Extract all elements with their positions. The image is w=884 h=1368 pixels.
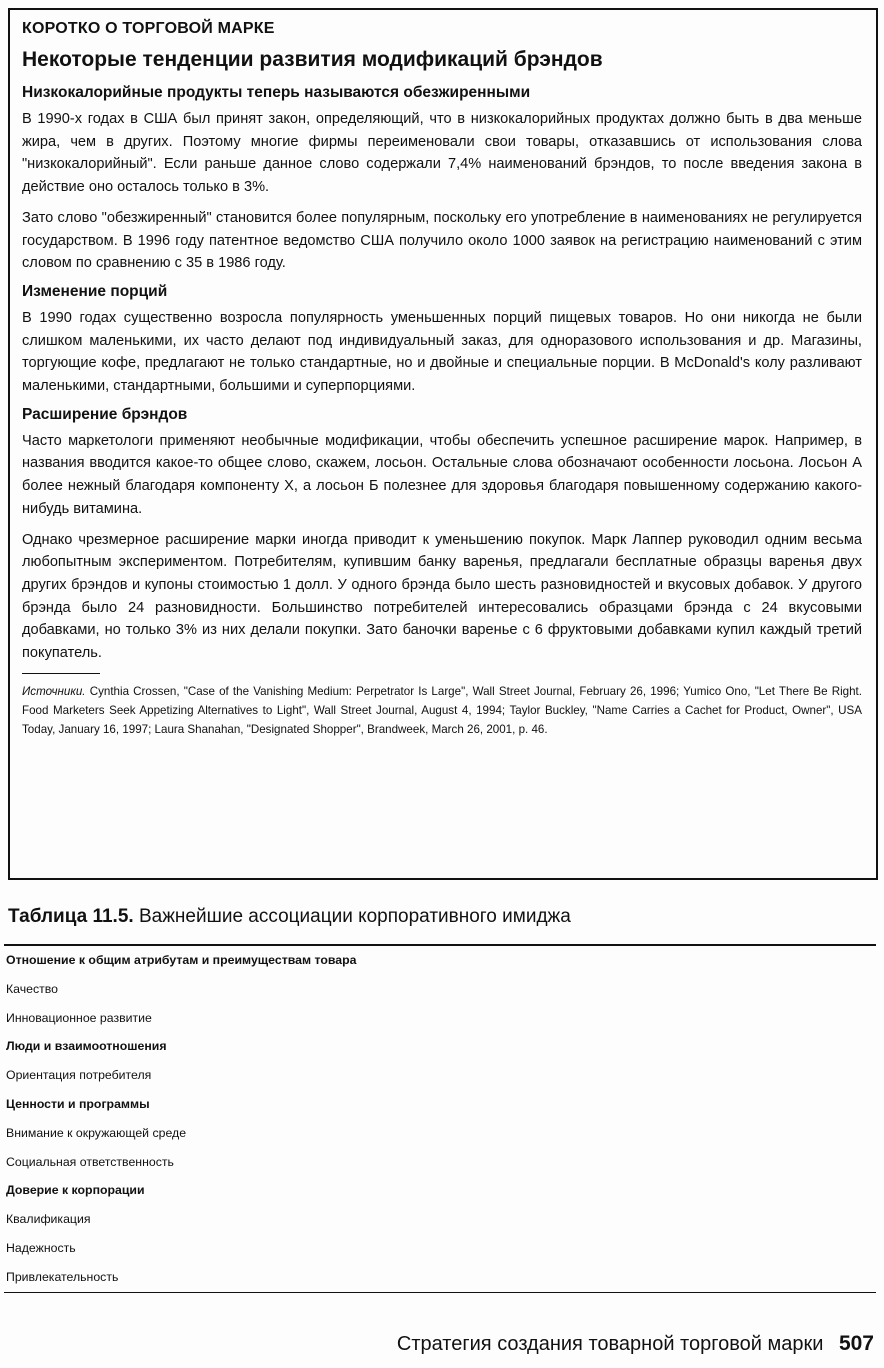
box-kicker: КОРОТКО О ТОРГОВОЙ МАРКЕ [22,20,275,37]
table-row: Надежность [6,1240,76,1255]
paragraph: Часто маркетологи применяют необычные модификации, чтобы обеспечить успешное расширение марок. Например, в названия вводится какое-то общее слово, скажем, лосьон. Остальные слова обозначают особенности лосьона. Лосьон A более нежный благодаря компоненту X, а лосьон Б полезнее для здоровья благодаря повышенному содержанию какого-нибудь витамина. [22,432,862,517]
box-title: Некоторые тенденции развития модификаций брэндов [22,48,603,71]
table-row: Привлекательность [6,1269,119,1284]
table-rows [4,946,876,1292]
table-row: Ориентация потребителя [6,1068,152,1083]
table-group-heading: Доверие к корпорации [6,1183,145,1198]
sources-text: Cynthia Crossen, "Case of the Vanishing Medium: Perpetrator Is Large", Wall Street Journal, February 26, 1996; Yumico Ono, "Let There Be Right. Food Marketers Seek Appetizing Alternatives to Light", Wall Street Journal, August 4, 1994; Taylor Buckley, "Name Carries a Cachet for Product, Owner", USA Today, January 16, 1997; Laura Shanahan, "Designated Shopper", Brandweek, March 26, 2001, p. 46. [22,684,862,736]
page-number: 507 [838,1332,874,1355]
paragraph: В 1990 годах существенно возросла популярность уменьшенных порций пищевых товаров. Но они никогда не были слишком маленькими, их часто делают под индивидуальный заказ, для одноразового использования и др. Магазины, торгующие кофе, предлагают не только стандартные, но и двойные и специальные порции. В McDonald's колу разливают маленькими, стандартными, большими и суперпорциями. [22,309,862,395]
table-number: Таблица 11.5. [8,906,134,927]
paragraph: Зато слово "обезжиренный" становится более популярным, поскольку его употребление в наименованиях не регулируется государством. В 1996 году патентное ведомство США получило около 1000 заявок на регистрацию наименований с этим словом по сравнению с 35 в 1986 году. [22,209,862,272]
section-heading: Низкокалорийные продукты теперь называются обезжиренными [22,84,531,101]
paragraph: В 1990-х годах в США был принят закон, определяющий, что в низкокалорийных продуктах должно быть в два меньше жира, чем в других. Поэтому многие фирмы переименовали свои товары, отказавшись от использования слова "низкокалорийный". Если раньше данное слово содержали 7,4% наименований брэндов, то после введения закона в действие оно осталось только в 3%. [22,111,862,196]
sources-divider [22,673,100,674]
table-row: Внимание к окружающей среде [6,1125,187,1140]
sidebar-box [8,8,878,880]
table-group-heading: Люди и взаимоотношения [6,1039,167,1054]
section-heading: Изменение порций [22,282,168,300]
association-table [4,944,876,1293]
paragraph: Однако чрезмерное расширение марки иногда приводит к уменьшению покупок. Марк Лаппер руководил одним весьма любопытным экспериментом. Потребителям, купившим банку варенья, предлагали бесплатные образцы варенья двух других брэндов и купоны стоимостью 1 долл. У одного брэнда было шесть разновидностей и вкусовых добавок. У другого брэнда было 24 разновидности. Большинство потребителей интересовались образцами брэнда с 24 вкусовыми добавками, но только 3% из них делали покупки. Зато баночки варенье с 6 фруктовыми добавками купил каждый третий покупатель. [22,531,862,662]
table-bottom-rule [4,1292,876,1293]
table-group-heading: Ценности и программы [6,1096,150,1111]
table-row: Квалификация [6,1212,91,1227]
page-footer [397,1332,874,1356]
table-row: Социальная ответственность [6,1154,174,1169]
running-title: Стратегия создания товарной торговой марки [396,1333,824,1355]
table-row: Инновационное развитие [6,1010,152,1025]
table-caption-text: Важнейшие ассоциации корпоративного имиджа [138,906,571,927]
table-caption [8,906,571,928]
sources-note [22,682,862,739]
section-heading: Расширение брэндов [22,405,188,423]
table-row: Качество [6,981,58,996]
table-group-heading: Отношение к общим атрибутам и преимуществам товара [6,953,357,967]
sources-label: Источники. [22,684,86,698]
